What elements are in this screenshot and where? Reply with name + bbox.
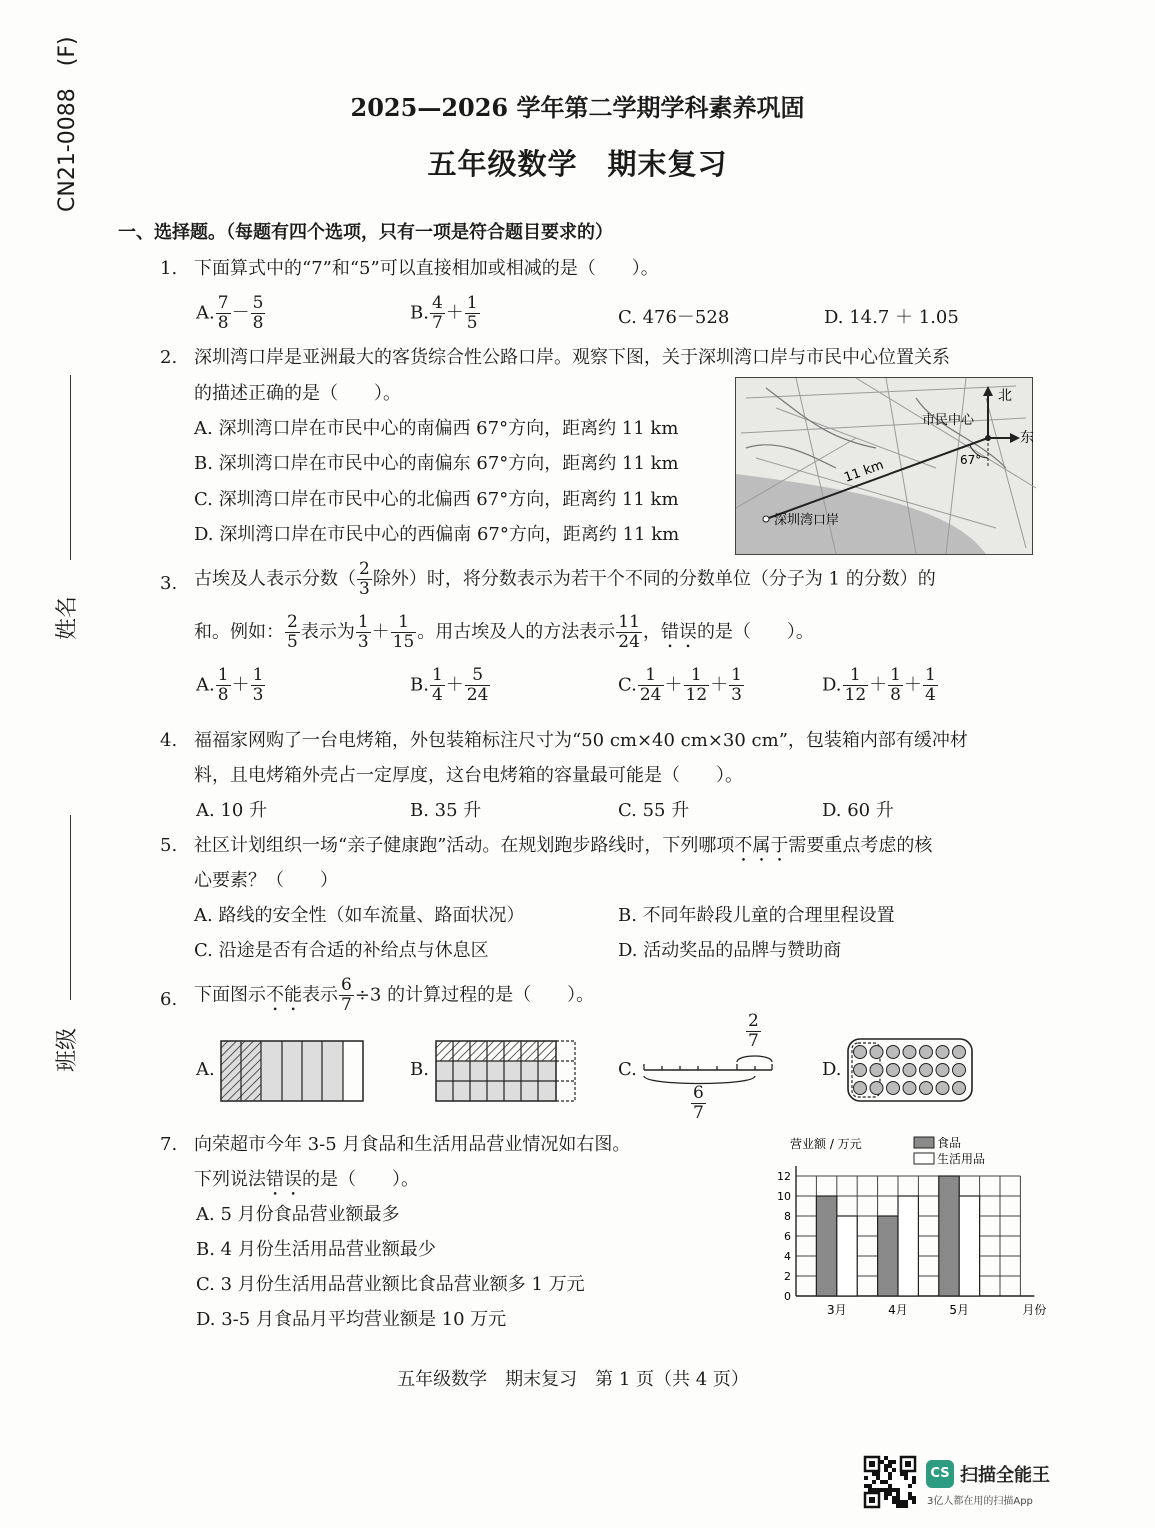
qr-module — [904, 1476, 908, 1480]
q3-a-label: A. — [196, 674, 215, 696]
q6-a-label: A. — [196, 1059, 215, 1080]
qr-module — [872, 1488, 876, 1492]
q6-b-label: B. — [410, 1059, 429, 1080]
fraction: $\frac{6}{7}$ — [341, 975, 352, 1015]
operator: ＋ — [231, 674, 250, 696]
bar-food — [878, 1216, 898, 1296]
page-title-1: 2025—2026 学年第二学期学科素养巩固 — [350, 93, 805, 122]
qr-module — [912, 1500, 916, 1504]
counter-circle — [854, 1046, 867, 1059]
counter-circle — [903, 1064, 916, 1077]
qr-module — [892, 1460, 896, 1464]
page-footer: 五年级数学 期末复习 第 1 页（共 4 页） — [397, 1369, 749, 1390]
map-angle-label: 67° — [960, 453, 982, 467]
q5-option-c: C. 沿途是否有合适的补给点与休息区 — [194, 940, 489, 961]
q4-option-d: D. 60 升 — [822, 800, 894, 821]
port-point — [763, 516, 769, 522]
map-east-label: 东 — [1020, 430, 1034, 446]
class-label: 班级 — [55, 1027, 80, 1072]
qr-module — [896, 1504, 900, 1508]
q1-b-label: B. — [410, 302, 429, 324]
q3-text: ， — [642, 621, 661, 643]
q3-option-d — [822, 666, 939, 705]
q6-text: 下面图示 — [194, 984, 266, 1006]
y-axis-label: 营业额 / 万元 — [790, 1137, 862, 1151]
q2-option-d: D. 深圳湾口岸在市民中心的西偏南 67°方向，距离约 11 km — [194, 524, 680, 545]
qr-module — [884, 1456, 888, 1460]
q6-a-diagram — [220, 1040, 364, 1102]
fraction: $\frac{1}{12}$ — [844, 665, 867, 705]
center-point — [985, 435, 991, 441]
qr-module — [868, 1484, 872, 1488]
fraction: $\frac{1}{24}$ — [639, 665, 662, 705]
section-label: 一、选择题。（每题有四个选项，只有一项是符合题目要求的） — [118, 222, 613, 243]
y-tick-label: 6 — [784, 1230, 791, 1243]
qr-module — [888, 1484, 892, 1488]
q2-option-b: B. 深圳湾口岸在市民中心的南偏东 67°方向，距离约 11 km — [194, 453, 679, 474]
qr-module — [908, 1492, 912, 1496]
name-label: 姓名 — [55, 595, 80, 640]
y-tick-label: 4 — [784, 1250, 791, 1263]
qr-module — [892, 1488, 896, 1492]
operator: ＋ — [445, 674, 464, 696]
qr-module — [872, 1472, 876, 1476]
map-drawing — [736, 378, 1032, 554]
counter-circle — [903, 1082, 916, 1095]
counter-circle — [936, 1082, 949, 1095]
y-tick-label: 8 — [784, 1210, 791, 1223]
legend-label: 生活用品 — [937, 1152, 986, 1166]
side-code: CN21-0088 (F) — [55, 36, 80, 212]
fraction: $\frac{6}{7}$ — [693, 1083, 704, 1123]
fraction: $\frac{1}{5}$ — [466, 293, 478, 333]
bar-food — [939, 1176, 959, 1296]
bar-daily-goods — [837, 1216, 857, 1296]
q3-d-label: D. — [822, 674, 842, 696]
counter-circle — [920, 1082, 933, 1095]
q6-d-diagram — [846, 1037, 976, 1103]
qr-module — [896, 1488, 900, 1492]
qr-module — [880, 1488, 884, 1492]
q4-option-b: B. 35 升 — [410, 800, 482, 821]
q2-option-a: A. 深圳湾口岸在市民中心的南偏西 67°方向，距离约 11 km — [194, 418, 679, 439]
page-title-2: 五年级数学 期末复习 — [427, 147, 728, 181]
fraction: $\frac{1}{3}$ — [357, 612, 369, 652]
operator: － — [231, 302, 250, 324]
watermark-app-name: 扫描全能王 — [960, 1465, 1050, 1486]
qr-module — [864, 1476, 868, 1480]
qr-module — [912, 1480, 916, 1484]
operator: ＋ — [371, 621, 390, 643]
q3-line2 — [194, 613, 814, 653]
east-arrowhead — [1010, 433, 1020, 443]
fraction: $\frac{7}{8}$ — [217, 293, 229, 333]
qr-module — [884, 1488, 888, 1492]
qr-module — [900, 1504, 904, 1508]
y-tick-label: 0 — [784, 1290, 791, 1303]
fraction: $\frac{4}{7}$ — [431, 293, 443, 333]
emphasis-text: 错误 — [660, 621, 697, 643]
qr-module — [908, 1496, 912, 1500]
q5-option-d: D. 活动奖品的品牌与赞助商 — [618, 940, 842, 961]
q2-line2: 的描述正确的是（ ）。 — [194, 383, 401, 404]
operator: ＋ — [664, 674, 683, 696]
fraction: $\frac{1}{4}$ — [431, 665, 443, 705]
map-center-label: 市民中心 — [922, 413, 975, 428]
qr-finder-center — [869, 1461, 875, 1467]
emphasis-text: 不能 — [266, 984, 302, 1006]
qr-module — [888, 1460, 892, 1464]
counter-circle — [953, 1046, 966, 1059]
q7-line1: 向荣超市今年 3-5 月食品和生活用品营业情况如右图。 — [194, 1134, 631, 1155]
qr-module — [904, 1500, 908, 1504]
counter-circle — [854, 1082, 867, 1095]
q1-text: 下面算式中的“7”和“5”可以直接相加或相减的是（ ）。 — [194, 258, 659, 279]
class-underline — [70, 815, 71, 1000]
q1-option-a — [196, 294, 266, 333]
q7-option-a: A. 5 月份食品营业额最多 — [196, 1204, 400, 1225]
counter-circle — [887, 1082, 900, 1095]
bar-daily-goods — [898, 1196, 918, 1296]
q4-option-a: A. 10 升 — [196, 800, 268, 821]
counter-circle — [920, 1064, 933, 1077]
q7-text: 下列说法 — [194, 1169, 266, 1190]
q4-line1: 福福家网购了一台电烤箱，外包装箱标注尺寸为“50 cm×40 cm×30 cm”，包装箱内部有缓冲材 — [194, 730, 968, 751]
qr-module — [904, 1504, 908, 1508]
name-underline — [70, 375, 71, 560]
counter-circle — [953, 1064, 966, 1077]
q5-text: 社区计划组织一场“亲子健康跑”活动。在规划跑步路线时，下列哪项 — [194, 835, 735, 856]
operator: ＋ — [869, 674, 888, 696]
q7-option-c: C. 3 月份生活用品营业额比食品营业额多 1 万元 — [196, 1274, 585, 1295]
qr-module — [912, 1476, 916, 1480]
q3-c-label: C. — [618, 674, 637, 696]
qr-module — [868, 1488, 872, 1492]
qr-module — [880, 1460, 884, 1464]
x-tick-label: 5月 — [949, 1303, 970, 1317]
fraction: $\frac{2}{5}$ — [287, 612, 298, 652]
fraction: $\frac{1}{8}$ — [890, 665, 901, 705]
qr-module — [876, 1472, 880, 1476]
q7-option-b: B. 4 月份生活用品营业额最少 — [196, 1239, 436, 1260]
q1-option-d: D. 14.7 ＋ 1.05 — [824, 307, 959, 328]
counter-circle — [870, 1046, 883, 1059]
legend-label: 食品 — [937, 1136, 962, 1150]
operator: ＋ — [710, 674, 729, 696]
fraction: $\frac{11}{24}$ — [618, 612, 640, 652]
counter-circle — [854, 1064, 867, 1077]
qr-module — [864, 1484, 868, 1488]
qr-module — [892, 1468, 896, 1472]
q5-line1 — [194, 833, 932, 866]
x-axis-label: 月份 — [1022, 1303, 1047, 1317]
qr-module — [892, 1496, 896, 1500]
fraction: $\frac{5}{24}$ — [466, 665, 489, 705]
qr-module — [888, 1472, 892, 1476]
y-tick-label: 10 — [777, 1190, 791, 1203]
counter-circle — [887, 1046, 900, 1059]
fraction: $\frac{1}{15}$ — [392, 612, 415, 652]
q6-c-bottom-fraction — [690, 1084, 707, 1123]
q6-b-diagram — [435, 1040, 577, 1102]
qr-module — [888, 1476, 892, 1480]
counter-circle — [870, 1082, 883, 1095]
q6-number: 6. — [160, 989, 178, 1010]
qr-module — [872, 1480, 876, 1484]
y-tick-label: 12 — [777, 1170, 791, 1183]
q5-line2: 心要素？（ ） — [194, 870, 338, 891]
q6-line — [194, 976, 594, 1016]
fraction: $\frac{1}{3}$ — [252, 665, 264, 705]
q5-option-a: A. 路线的安全性（如车流量、路面状况） — [194, 905, 525, 926]
q6-c-top-fraction — [745, 1012, 762, 1051]
qr-module — [876, 1476, 880, 1480]
fraction: $\frac{2}{3}$ — [359, 559, 370, 599]
q3-number: 3. — [160, 573, 178, 594]
q7-number: 7. — [160, 1134, 178, 1155]
q6-c-diagram — [642, 1052, 777, 1088]
fraction: $\frac{1}{3}$ — [731, 665, 742, 705]
bar-food — [816, 1196, 836, 1296]
q6-d-label: D. — [822, 1059, 842, 1080]
top-brace — [737, 1056, 772, 1062]
cs-logo-icon: CS — [926, 1460, 954, 1488]
counter-circle — [936, 1064, 949, 1077]
fraction: $\frac{1}{8}$ — [217, 665, 229, 705]
qr-module — [884, 1464, 888, 1468]
qr-finder-center — [869, 1497, 875, 1503]
qr-module — [896, 1492, 900, 1496]
q3-text: 表示为 — [300, 621, 355, 643]
dashed-column — [556, 1041, 575, 1101]
qr-module — [884, 1496, 888, 1500]
q5-option-b: B. 不同年龄段儿童的合理里程设置 — [618, 905, 895, 926]
x-tick-label: 3月 — [826, 1303, 847, 1317]
qr-finder-center — [905, 1461, 911, 1467]
q7-line2 — [194, 1167, 419, 1200]
qr-module — [896, 1496, 900, 1500]
q6-c-label: C. — [618, 1059, 637, 1080]
q3-option-c — [618, 666, 745, 705]
q3-text: 。用古埃及人的方法表示 — [417, 621, 616, 643]
q6-text: 表示 — [302, 984, 338, 1006]
x-tick-label: 4月 — [888, 1303, 908, 1317]
qr-module — [884, 1468, 888, 1472]
counter-circle — [870, 1064, 883, 1077]
qr-module — [880, 1480, 884, 1484]
qr-module — [908, 1484, 912, 1488]
map-port-label: 深圳湾口岸 — [774, 513, 840, 528]
q7-text: 的是（ ）。 — [302, 1169, 419, 1190]
qr-module — [884, 1480, 888, 1484]
q1-option-b — [410, 294, 481, 333]
watermark-tagline: 3亿人都在用的扫描App — [927, 1496, 1033, 1507]
counter-circle — [936, 1046, 949, 1059]
qr-module — [900, 1500, 904, 1504]
q5-number: 5. — [160, 835, 178, 856]
counter-circle — [920, 1046, 933, 1059]
legend-swatch — [914, 1153, 934, 1164]
q3-text: 古埃及人表示分数（ — [194, 568, 356, 590]
q1-number: 1. — [160, 258, 178, 279]
qr-module — [888, 1488, 892, 1492]
qr-module — [912, 1496, 916, 1500]
q4-line2: 料，且电烤箱外壳占一定厚度，这台电烤箱的容量最可能是（ ）。 — [194, 765, 743, 786]
q7-bar-chart — [770, 1130, 1050, 1330]
q2-line1: 深圳湾口岸是亚洲最大的客货综合性公路口岸。观察下图，关于深圳湾口岸与市民中心位置关系 — [194, 347, 950, 368]
q3-text: 除外）时，将分数表示为若干个不同的分数单位（分子为 1 的分数）的 — [372, 568, 936, 590]
counter-circle — [887, 1064, 900, 1077]
fraction: $\frac{1}{12}$ — [685, 665, 708, 705]
y-tick-label: 2 — [784, 1270, 791, 1283]
qr-module — [896, 1500, 900, 1504]
q4-number: 4. — [160, 730, 178, 751]
q3-option-a — [196, 666, 266, 705]
q2-map — [735, 377, 1033, 555]
operator: ＋ — [903, 674, 922, 696]
qr-module — [904, 1472, 908, 1476]
q6-text: ÷3 的计算过程的是（ ）。 — [354, 984, 595, 1006]
qr-module — [892, 1500, 896, 1504]
qr-code-icon — [864, 1456, 916, 1508]
q3-line1 — [194, 560, 936, 599]
emphasis-text: 不属于 — [734, 835, 789, 856]
qr-module — [884, 1492, 888, 1496]
qr-module — [876, 1488, 880, 1492]
q3-text: 的是（ ）。 — [696, 621, 814, 643]
counter-circle — [903, 1046, 916, 1059]
qr-module — [888, 1492, 892, 1496]
counter-circle — [953, 1082, 966, 1095]
fraction: $\frac{1}{4}$ — [924, 665, 936, 705]
q2-option-c: C. 深圳湾口岸在市民中心的北偏西 67°方向，距离约 11 km — [194, 489, 679, 510]
map-distance-label: 11 km — [842, 457, 886, 486]
qr-module — [900, 1472, 904, 1476]
q1-option-c: C. 476－528 — [618, 307, 730, 328]
q3-option-b — [410, 666, 491, 705]
fraction: $\frac{5}{8}$ — [252, 293, 264, 333]
q4-option-c: C. 55 升 — [618, 800, 690, 821]
operator: ＋ — [445, 302, 464, 324]
ticks — [644, 1064, 772, 1070]
q3-b-label: B. — [410, 674, 429, 696]
bar-daily-goods — [959, 1196, 979, 1296]
q1-a-label: A. — [196, 302, 215, 324]
qr-module — [888, 1464, 892, 1468]
q3-text: 和。例如： — [194, 621, 284, 643]
fraction: $\frac{2}{7}$ — [748, 1011, 759, 1051]
legend-swatch — [914, 1137, 934, 1148]
q5-text: 需要重点考虑的核 — [788, 835, 933, 856]
emphasis-text: 错误 — [266, 1169, 302, 1190]
q7-option-d: D. 3-5 月食品月平均营业额是 10 万元 — [196, 1309, 507, 1330]
map-north-label: 北 — [998, 388, 1012, 404]
q2-number: 2. — [160, 347, 178, 368]
